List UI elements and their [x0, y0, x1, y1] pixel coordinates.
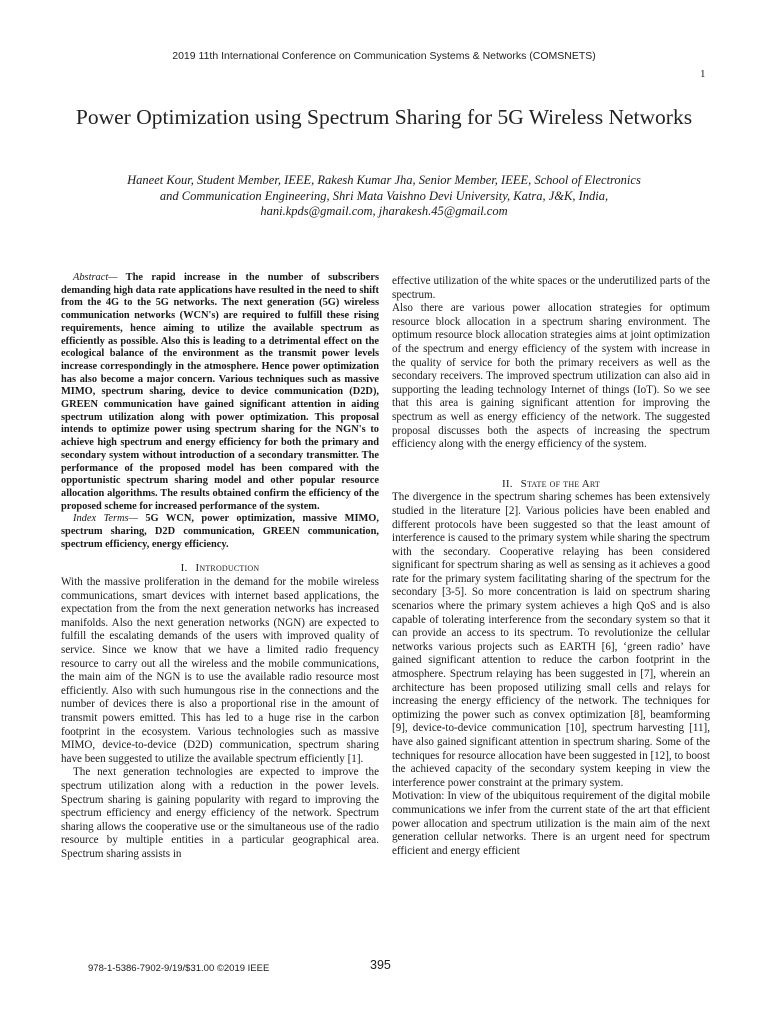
footer-isbn: 978-1-5386-7902-9/19/$31.00 ©2019 IEEE — [88, 963, 270, 974]
authors-line-1: Haneet Kour, Student Member, IEEE, Rakesh Kumar Jha, Senior Member, IEEE, School of Electronics — [127, 173, 641, 187]
section-heading-introduction — [61, 562, 379, 576]
authors-emails: hani.kpds@gmail.com, jharakesh.45@gmail.com — [260, 204, 508, 218]
intro-paragraph-2: The next generation technologies are expected to improve the spectrum utilization along with a reduction in the power levels. Spectrum sharing is gaining popularity with regard to improving the spectrum efficiency and energy efficiency of the network. Spectrum sharing allows the cooperative use or the simultaneous use of the radio resource by multiple entities in a particular geographical area. Spectrum sharing assists in — [61, 766, 379, 860]
index-terms-label: Index Terms— — [73, 513, 138, 525]
section-heading-state-of-the-art — [392, 478, 710, 492]
sota-paragraph-2: Motivation: In view of the ubiquitous requirement of the digital mobile communications we infer from the current state of the art that efficient power allocation and spectrum utilization is the main aim of the next generation cellular networks. There is an urgent need for spectrum efficient and energy efficient — [392, 790, 710, 857]
right-paragraph-1: effective utilization of the white spaces or the underutilized parts of the spectrum. — [392, 275, 710, 301]
intro-paragraph-1: With the massive proliferation in the demand for the mobile wireless communications, smart devices with internet based applications, the expectation from the from the next generation networks has increased manifolds. Also the next generation networks (NGN) are expected to fulfill the escalating demands of the users with improved quality of service. Since we know that we have a limited radio frequency resource to carry out all the wireless and the mobile communications, the main aim of the NGN is to use the available radio resource most efficiently. Also with such humungous rise in the connections and the number of devices there is also a proportional rise in the amount of transmit powers emitted. This has led to a huge rise in the carbon footprint in the ecosystem. Various technologies such as massive MIMO, device-to-device (D2D) communication, spectrum sharing have been suggested to utilize the available spectrum efficiently [1]. — [61, 576, 379, 765]
author-block — [60, 173, 708, 220]
section-gap — [392, 452, 710, 478]
footer-page-number: 395 — [370, 958, 391, 972]
abstract — [61, 272, 379, 513]
index-terms-text: 5G WCN, power optimization, massive MIMO, spectrum sharing, D2D communication, GREEN communication, spectrum efficiency, energy efficiency. — [61, 513, 379, 550]
section-title: State of the Art — [520, 477, 601, 490]
authors-line-2: and Communication Engineering, Shri Mata Vaishno Devi University, Katra, J&K, India, — [159, 188, 609, 203]
abstract-text: The rapid increase in the number of subscribers demanding high data rate applications have resulted in the need to shift from the 4G to the 5G networks. The next generation (5G) wireless communication networks (WCN's) are required to fulfill these rising requirements, hence aiming to utilize the available spectrum as efficiently as possible. Also this is leading to a detrimental effect on the ecological balance of the environment as the transmit power levels increase correspondingly in the atmosphere. Hence power optimization has also become a major concern. Various techniques such as massive MIMO, spectrum sharing, device to device communication (D2D), GREEN communication have gained significant attention in aiding spectrum utilization along with power optimization. This proposal intends to optimize power using spectrum sharing for the NGN's to achieve high spectrum and energy efficiency for both the primary and secondary system without introduction of a secondary transmitter. The performance of the proposed model has been compared with the opportunistic spectrum sharing model and other popular resource allocation algorithms. The results obtained confirm the efficiency of the proposed scheme for increased performance of the system. — [61, 272, 379, 512]
abstract-label: Abstract— — [73, 272, 118, 283]
section-number: II. — [501, 477, 513, 490]
left-column — [61, 272, 379, 862]
paper-title: Power Optimization using Spectrum Sharing for 5G Wireless Networks — [75, 105, 693, 129]
right-paragraph-2: Also there are various power allocation strategies for optimum resource block allocation in a spectrum sharing environment. The optimum resource block allocation strategies aims at joint optimization of the spectrum and energy efficiency of the system with increase in the quality of service for both the primary receivers as well as the secondary receivers. The improved spectrum utilization can also aid in supporting the leading technology Internet of things (IoT). So we see that this area is gaining significant attention for improving the spectrum as well as energy efficiency of the network. The suggested proposal discusses both the aspects of increasing the spectrum efficiency along with the energy efficiency of the system. — [392, 302, 710, 451]
right-column — [392, 275, 710, 858]
section-title: Introduction — [195, 562, 260, 575]
page-mark: 1 — [700, 68, 706, 80]
sota-paragraph-1: The divergence in the spectrum sharing schemes has been extensively studied in the literature [2]. Various policies have been enabled and different protocols have been suggested so that the least amount of interference is caused to the primary system while sharing the spectrum with the secondary. Cooperative relaying has been considered significant for spectrum sharing as well as sensing as it achieves a good rate for the primary system facilitating sharing of the spectrum for the secondary [3-5]. So more concentration is laid on spectrum sharing scenarios where the primary system achieves a high QoS and is also capable of tolerating interference from the secondary system so that it can provide an access to its spectrum. To revolutionize the cellular networks various projects such as EARTH [6], ‘green radio’ have gained significant attention to reduce the carbon footprint in the atmosphere. Spectrum relaying has been suggested in [7], wherein an architecture has been proposed utilizing small cells and relays for increasing the energy efficiency of the network. The techniques for optimizing the power such as convex optimization [8], beamforming [9], device-to-device communication [10], spectrum harvesting [11], have also gained significant attention in spectrum sharing. Some of the techniques for resource allocation have been suggested in [12], to boost the achieved capacity of the secondary system keeping in view the interference power constraint at the primary system. — [392, 491, 710, 789]
section-number: I. — [180, 562, 188, 575]
conference-header: 2019 11th International Conference on Communication Systems & Networks (COMSNETS) — [172, 50, 596, 62]
index-terms — [61, 513, 379, 551]
